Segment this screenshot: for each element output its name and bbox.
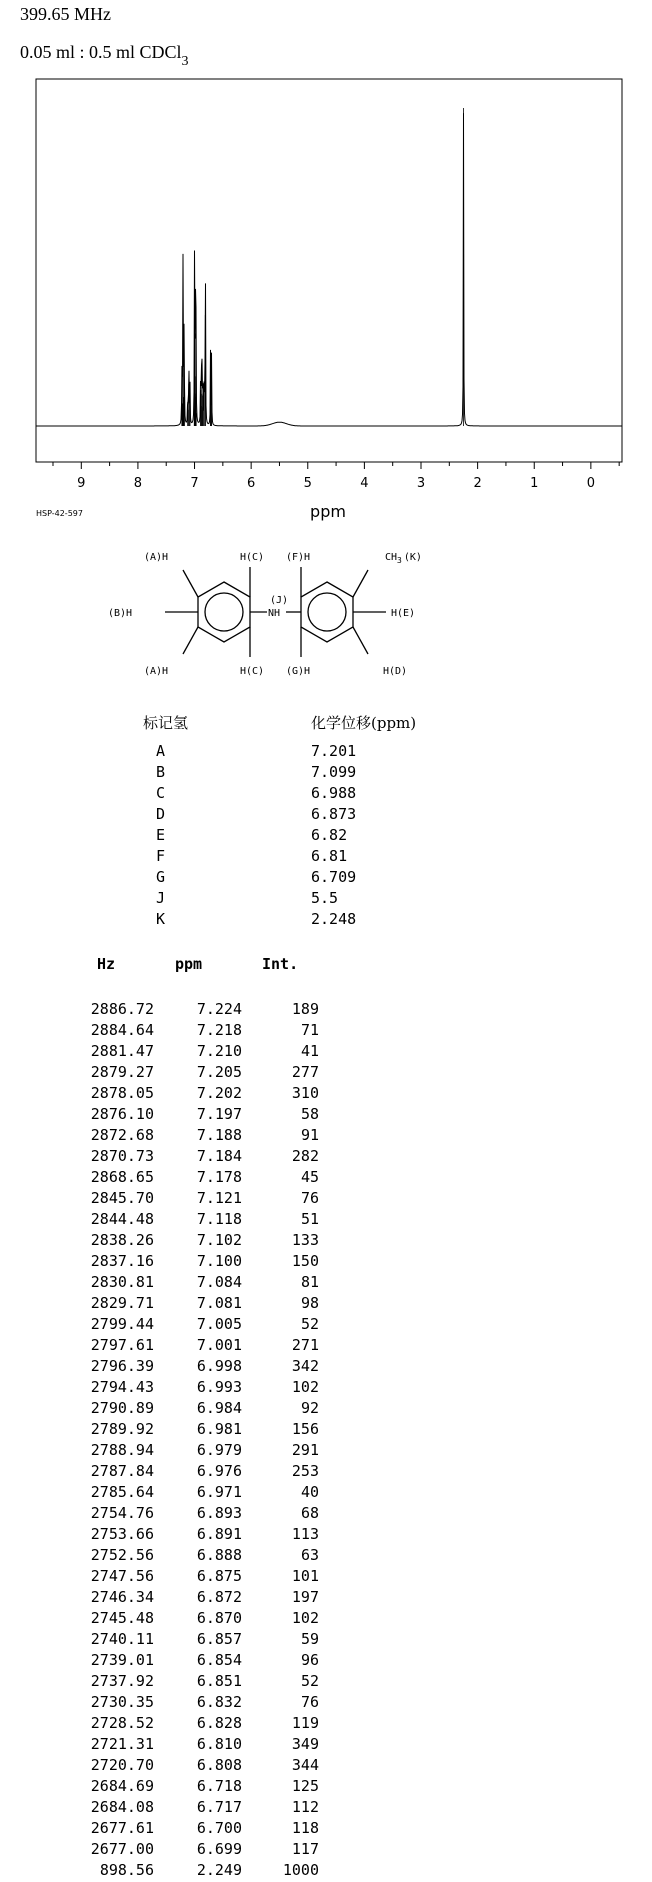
peak-row xyxy=(0,1483,652,1504)
peak-int: 96 xyxy=(300,1651,319,1669)
peak-hz: 2677.00 xyxy=(90,1840,154,1858)
assignment-shift: 6.81 xyxy=(311,847,348,865)
peak-row xyxy=(0,1105,652,1126)
assignment-shift: 6.709 xyxy=(311,868,357,886)
assignment-shift: 2.248 xyxy=(311,910,357,928)
peak-ppm: 7.202 xyxy=(196,1084,242,1102)
peak-row xyxy=(0,1672,652,1693)
label-j: (J) xyxy=(270,595,289,606)
label-c-bottom: H(C) xyxy=(240,666,265,677)
assignment-label: B xyxy=(156,763,166,781)
peak-ppm: 7.210 xyxy=(196,1042,242,1060)
label-nh: NH xyxy=(268,608,281,619)
assignment-row xyxy=(0,763,652,784)
peak-hz: 2844.48 xyxy=(90,1210,154,1228)
peak-int: 45 xyxy=(300,1168,319,1186)
peak-header-ppm: ppm xyxy=(175,955,203,973)
peak-ppm: 7.178 xyxy=(196,1168,242,1186)
peak-hz: 2870.73 xyxy=(90,1147,154,1165)
assignment-label: A xyxy=(156,742,166,760)
assignment-label: F xyxy=(156,847,166,865)
peak-ppm: 6.984 xyxy=(196,1399,242,1417)
peak-hz: 2728.52 xyxy=(90,1714,154,1732)
peak-hz: 2684.08 xyxy=(90,1798,154,1816)
peak-row xyxy=(0,1042,652,1063)
peak-ppm: 6.808 xyxy=(196,1756,242,1774)
assignment-shift: 5.5 xyxy=(311,889,339,907)
x-tick-label: 7 xyxy=(190,476,199,491)
peak-hz: 898.56 xyxy=(99,1861,154,1879)
peak-row xyxy=(0,1651,652,1672)
label-k-sub: 3 xyxy=(397,556,402,565)
label-a-bottom: (A)H xyxy=(144,666,169,677)
label-d-bottom: H(D) xyxy=(383,666,408,677)
peak-row xyxy=(0,1504,652,1525)
peak-int: 41 xyxy=(300,1042,319,1060)
assignment-row xyxy=(0,868,652,889)
assignment-label: K xyxy=(156,910,166,928)
peak-int: 282 xyxy=(291,1147,319,1165)
bond-hd xyxy=(353,627,368,654)
right-ring-circle xyxy=(308,593,346,631)
peak-int: 51 xyxy=(300,1210,319,1228)
peak-hz: 2730.35 xyxy=(90,1693,154,1711)
peak-hz: 2684.69 xyxy=(90,1777,154,1795)
peak-row xyxy=(0,1168,652,1189)
label-k-ch: CH xyxy=(385,552,398,563)
peak-int: 92 xyxy=(300,1399,319,1417)
peak-hz: 2752.56 xyxy=(90,1546,154,1564)
peak-row xyxy=(0,1357,652,1378)
peak-ppm: 6.979 xyxy=(196,1441,242,1459)
peak-ppm: 6.700 xyxy=(196,1819,242,1837)
peak-row xyxy=(0,1819,652,1840)
peak-hz: 2830.81 xyxy=(90,1273,154,1291)
peak-int: 117 xyxy=(291,1840,319,1858)
peak-hz: 2881.47 xyxy=(90,1042,154,1060)
peak-table-header xyxy=(0,955,652,975)
peak-int: 150 xyxy=(291,1252,319,1270)
peak-row xyxy=(0,1084,652,1105)
peak-ppm: 6.872 xyxy=(196,1588,242,1606)
peak-row xyxy=(0,1525,652,1546)
peak-row xyxy=(0,1063,652,1084)
peak-ppm: 6.854 xyxy=(196,1651,242,1669)
peak-ppm: 6.857 xyxy=(196,1630,242,1648)
peak-row xyxy=(0,1231,652,1252)
peak-hz: 2829.71 xyxy=(90,1294,154,1312)
peak-int: 1000 xyxy=(282,1861,319,1879)
peak-int: 342 xyxy=(291,1357,319,1375)
peak-int: 349 xyxy=(291,1735,319,1753)
label-k xyxy=(385,552,422,565)
peak-ppm: 7.084 xyxy=(196,1273,242,1291)
peak-int: 102 xyxy=(291,1609,319,1627)
peak-hz: 2884.64 xyxy=(90,1021,154,1039)
peak-header-int: Int. xyxy=(262,955,299,973)
left-benzene-ring xyxy=(198,582,250,642)
assignment-row xyxy=(0,847,652,868)
assignment-label: J xyxy=(156,889,166,907)
bond-ch3 xyxy=(353,570,368,597)
x-tick-label: 4 xyxy=(360,476,369,491)
peak-row xyxy=(0,1630,652,1651)
peak-ppm: 6.832 xyxy=(196,1693,242,1711)
peak-row xyxy=(0,1735,652,1756)
peak-hz: 2753.66 xyxy=(90,1525,154,1543)
assignment-label: E xyxy=(156,826,166,844)
peak-row xyxy=(0,1798,652,1819)
peak-row xyxy=(0,1462,652,1483)
peak-hz: 2745.48 xyxy=(90,1609,154,1627)
label-b: (B)H xyxy=(108,608,133,619)
peak-int: 253 xyxy=(291,1462,319,1480)
peak-row xyxy=(0,1273,652,1294)
assignment-row xyxy=(0,784,652,805)
peak-hz: 2789.92 xyxy=(90,1420,154,1438)
peak-int: 76 xyxy=(300,1693,319,1711)
peak-ppm: 6.981 xyxy=(196,1420,242,1438)
peak-int: 68 xyxy=(300,1504,319,1522)
peak-int: 277 xyxy=(291,1063,319,1081)
assignment-label: C xyxy=(156,784,166,802)
peak-int: 156 xyxy=(291,1420,319,1438)
peak-int: 81 xyxy=(300,1273,319,1291)
spectrometer-frequency: 399.65 MHz xyxy=(20,4,111,24)
peak-hz: 2868.65 xyxy=(90,1168,154,1186)
peak-ppm: 7.102 xyxy=(196,1231,242,1249)
peak-int: 197 xyxy=(291,1588,319,1606)
peak-hz: 2677.61 xyxy=(90,1819,154,1837)
peak-int: 63 xyxy=(300,1546,319,1564)
molecule-structure xyxy=(0,0,652,700)
peak-hz: 2794.43 xyxy=(90,1378,154,1396)
peak-ppm: 7.001 xyxy=(196,1336,242,1354)
peak-row xyxy=(0,1588,652,1609)
peak-int: 59 xyxy=(300,1630,319,1648)
peak-hz: 2886.72 xyxy=(90,1000,154,1018)
peak-int: 125 xyxy=(291,1777,319,1795)
peak-int: 52 xyxy=(300,1315,319,1333)
assign-header-shift: 化学位移(ppm) xyxy=(311,714,417,732)
peak-hz: 2876.10 xyxy=(90,1105,154,1123)
x-tick-label: 6 xyxy=(247,476,256,491)
x-tick-label: 5 xyxy=(303,476,312,491)
peak-ppm: 7.081 xyxy=(196,1294,242,1312)
peak-hz: 2796.39 xyxy=(90,1357,154,1375)
peak-int: 189 xyxy=(291,1000,319,1018)
label-a-top: (A)H xyxy=(144,552,169,563)
x-tick-label: 0 xyxy=(586,476,596,491)
peak-ppm: 6.888 xyxy=(196,1546,242,1564)
peak-hz: 2838.26 xyxy=(90,1231,154,1249)
assignment-shift: 6.988 xyxy=(311,784,357,802)
assignment-row xyxy=(0,889,652,910)
peak-row xyxy=(0,1567,652,1588)
bond-ha-bottom xyxy=(183,627,198,654)
peak-int: 76 xyxy=(300,1189,319,1207)
assignment-shift: 7.099 xyxy=(311,763,357,781)
peak-ppm: 7.205 xyxy=(196,1063,242,1081)
peak-hz: 2787.84 xyxy=(90,1462,154,1480)
peak-ppm: 7.100 xyxy=(196,1252,242,1270)
x-tick-label: 9 xyxy=(77,476,86,491)
peak-row xyxy=(0,1840,652,1861)
peak-ppm: 6.976 xyxy=(196,1462,242,1480)
label-k-tag: (K) xyxy=(403,552,422,563)
x-tick-label: 1 xyxy=(530,476,539,491)
peak-hz: 2739.01 xyxy=(90,1651,154,1669)
peak-int: 133 xyxy=(291,1231,319,1249)
peak-ppm: 6.810 xyxy=(196,1735,242,1753)
x-axis-label: ppm xyxy=(310,502,346,521)
peak-ppm: 6.851 xyxy=(196,1672,242,1690)
peak-hz: 2746.34 xyxy=(90,1588,154,1606)
peak-int: 40 xyxy=(300,1483,319,1501)
assignment-label: G xyxy=(156,868,166,886)
peak-row xyxy=(0,1378,652,1399)
peak-int: 271 xyxy=(291,1336,319,1354)
assignment-shift: 6.873 xyxy=(311,805,357,823)
bond-ha-top xyxy=(183,570,198,597)
peak-hz: 2799.44 xyxy=(90,1315,154,1333)
peak-ppm: 6.891 xyxy=(196,1525,242,1543)
peak-int: 102 xyxy=(291,1378,319,1396)
peak-hz: 2878.05 xyxy=(90,1084,154,1102)
peak-ppm: 7.005 xyxy=(196,1315,242,1333)
peak-ppm: 7.121 xyxy=(196,1189,242,1207)
peak-hz: 2790.89 xyxy=(90,1399,154,1417)
peak-hz: 2879.27 xyxy=(90,1063,154,1081)
peak-ppm: 6.699 xyxy=(196,1840,242,1858)
right-benzene-ring xyxy=(301,582,353,642)
peak-row xyxy=(0,1000,652,1021)
peak-ppm: 6.718 xyxy=(196,1777,242,1795)
peak-row xyxy=(0,1252,652,1273)
peak-row xyxy=(0,1714,652,1735)
peak-row xyxy=(0,1336,652,1357)
assignment-row xyxy=(0,742,652,763)
peak-hz: 2797.61 xyxy=(90,1336,154,1354)
peak-row xyxy=(0,1147,652,1168)
sample-subscript: 3 xyxy=(181,54,189,69)
peak-ppm: 7.188 xyxy=(196,1126,242,1144)
peak-row xyxy=(0,1756,652,1777)
assignment-row xyxy=(0,826,652,847)
peak-hz: 2721.31 xyxy=(90,1735,154,1753)
assignment-row xyxy=(0,910,652,931)
label-e: H(E) xyxy=(391,608,416,619)
peak-row xyxy=(0,1126,652,1147)
peak-int: 118 xyxy=(291,1819,319,1837)
peak-row xyxy=(0,1777,652,1798)
peak-ppm: 7.197 xyxy=(196,1105,242,1123)
assignment-shift: 7.201 xyxy=(311,742,357,760)
assignment-table xyxy=(0,742,652,931)
spectrum-code: HSP-42-597 xyxy=(36,509,83,518)
peak-row xyxy=(0,1420,652,1441)
left-ring-circle xyxy=(205,593,243,631)
peak-ppm: 7.184 xyxy=(196,1147,242,1165)
peak-ppm: 7.118 xyxy=(196,1210,242,1228)
peak-row xyxy=(0,1399,652,1420)
peak-row xyxy=(0,1441,652,1462)
peak-row xyxy=(0,1210,652,1231)
peak-int: 344 xyxy=(291,1756,319,1774)
x-tick-label: 2 xyxy=(473,476,482,491)
peak-ppm: 6.870 xyxy=(196,1609,242,1627)
peak-int: 98 xyxy=(300,1294,319,1312)
peak-row xyxy=(0,1861,652,1882)
peak-row xyxy=(0,1021,652,1042)
peak-ppm: 6.971 xyxy=(196,1483,242,1501)
peak-int: 52 xyxy=(300,1672,319,1690)
peak-ppm: 6.828 xyxy=(196,1714,242,1732)
assignment-row xyxy=(0,805,652,826)
peak-row xyxy=(0,1189,652,1210)
peak-row xyxy=(0,1609,652,1630)
peak-ppm: 6.875 xyxy=(196,1567,242,1585)
peak-row xyxy=(0,1546,652,1567)
peak-ppm: 6.993 xyxy=(196,1378,242,1396)
peak-ppm: 7.218 xyxy=(196,1021,242,1039)
peak-ppm: 7.224 xyxy=(196,1000,242,1018)
peak-table xyxy=(0,1000,652,1882)
peak-int: 310 xyxy=(291,1084,319,1102)
assign-header-label: 标记氢 xyxy=(143,714,189,732)
peak-ppm: 6.893 xyxy=(196,1504,242,1522)
peak-row xyxy=(0,1294,652,1315)
peak-hz: 2720.70 xyxy=(90,1756,154,1774)
peak-hz: 2737.92 xyxy=(90,1672,154,1690)
peak-int: 119 xyxy=(291,1714,319,1732)
peak-int: 58 xyxy=(300,1105,319,1123)
assignment-label: D xyxy=(156,805,166,823)
peak-hz: 2845.70 xyxy=(90,1189,154,1207)
peak-header-hz: Hz xyxy=(97,955,116,973)
x-tick-label: 3 xyxy=(416,476,426,491)
peak-hz: 2788.94 xyxy=(90,1441,154,1459)
peak-ppm: 6.717 xyxy=(196,1798,242,1816)
peak-hz: 2747.56 xyxy=(90,1567,154,1585)
peak-hz: 2785.64 xyxy=(90,1483,154,1501)
peak-int: 112 xyxy=(291,1798,319,1816)
peak-row xyxy=(0,1315,652,1336)
peak-hz: 2754.76 xyxy=(90,1504,154,1522)
peak-row xyxy=(0,1693,652,1714)
label-g-bottom: (G)H xyxy=(286,666,311,677)
peak-int: 291 xyxy=(291,1441,319,1459)
assignment-shift: 6.82 xyxy=(311,826,348,844)
x-tick-label: 8 xyxy=(133,476,143,491)
peak-ppm: 2.249 xyxy=(196,1861,242,1879)
label-f-top: (F)H xyxy=(286,552,311,563)
sample-ratio: 0.05 ml : 0.5 ml CDCl xyxy=(20,42,182,62)
peak-hz: 2740.11 xyxy=(90,1630,154,1648)
peak-hz: 2872.68 xyxy=(90,1126,154,1144)
peak-int: 113 xyxy=(291,1525,319,1543)
label-c-top: H(C) xyxy=(240,552,265,563)
peak-int: 71 xyxy=(300,1021,319,1039)
peak-int: 101 xyxy=(291,1567,319,1585)
peak-hz: 2837.16 xyxy=(90,1252,154,1270)
peak-ppm: 6.998 xyxy=(196,1357,242,1375)
peak-int: 91 xyxy=(300,1126,319,1144)
